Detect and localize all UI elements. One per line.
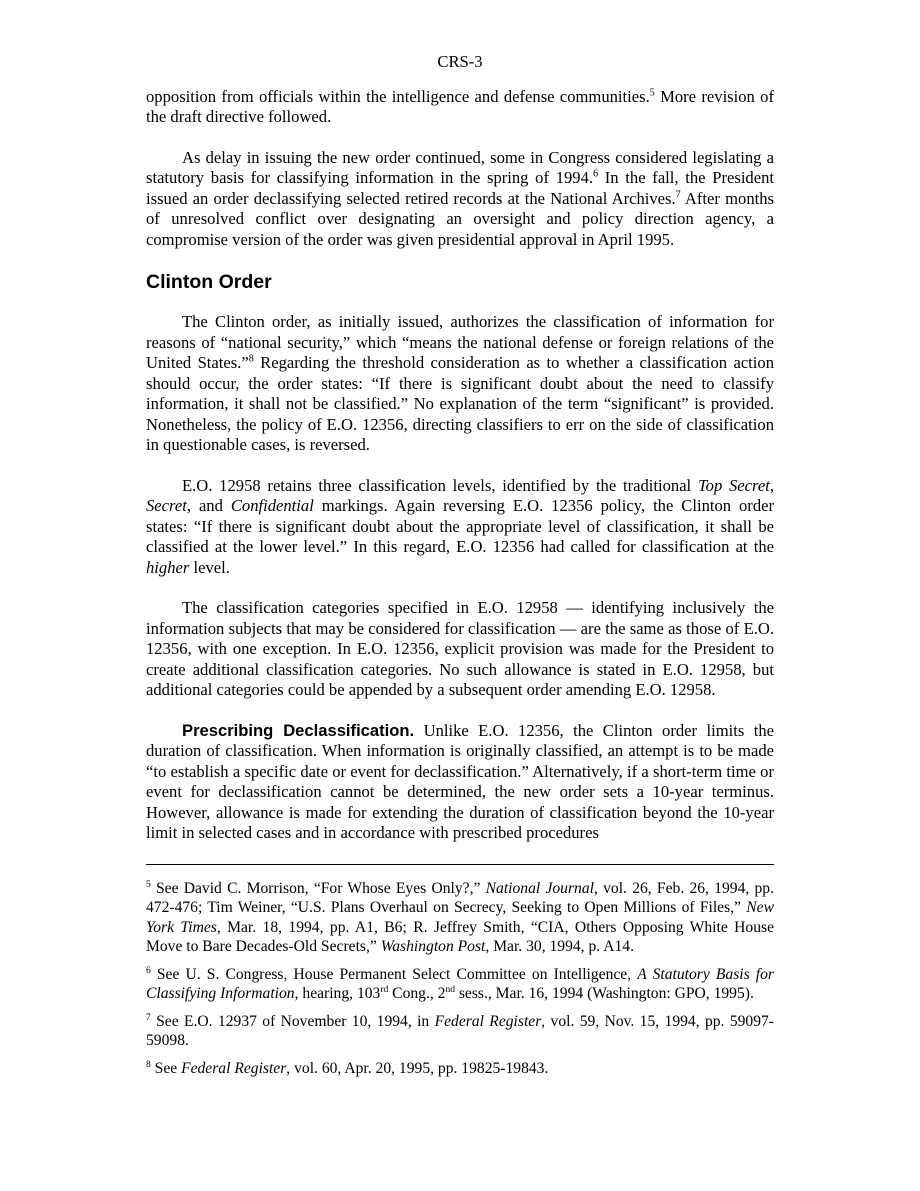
- ordinal-suffix: nd: [445, 984, 455, 995]
- text: opposition from officials within the intelligence and defense communities.: [146, 86, 650, 106]
- italic-term: Secret: [146, 496, 187, 515]
- italic-title: A Statutory Basis for Classifying Information: [146, 965, 774, 1002]
- text: E.O. 12958 retains three classification levels, identified by the traditional: [182, 475, 698, 495]
- text: level.: [189, 557, 230, 577]
- paragraph-2: [146, 148, 774, 251]
- text: See U. S. Congress, House Permanent Select Committee on Intelligence,: [150, 965, 638, 983]
- italic-term: Confidential: [230, 496, 314, 515]
- text: See: [150, 1059, 182, 1077]
- footnote-number: 7: [146, 1012, 151, 1023]
- footnote-ref-6[interactable]: 6: [593, 168, 599, 180]
- footnote-7: [146, 1012, 774, 1051]
- text: , Mar. 30, 1994, p. A14.: [485, 938, 634, 955]
- paragraph-6: [146, 721, 774, 844]
- text: Regarding the threshold consideration as to whether a classification action should occur, the order states: “If there is significant doubt about the need to classify information, it shall not be classified.” No explanation of the term “significant” is provided. Nonetheless, the policy of E.O. 12356, directing classifiers to err on the side of classification in questionable cases, is reversed.: [146, 353, 774, 454]
- italic-term: higher: [146, 557, 190, 577]
- paragraph-1: [146, 87, 774, 128]
- text: As delay in issuing the new order continued, some in Congress considered legislating a statutory basis for classifying information in the spring of 1994.: [146, 147, 774, 187]
- footnote-number: 8: [146, 1059, 151, 1070]
- footnote-5: [146, 879, 774, 957]
- document-page: [146, 52, 774, 1086]
- footnote-ref-8[interactable]: 8: [248, 353, 254, 365]
- text: See E.O. 12937 of November 10, 1994, in: [150, 1012, 435, 1030]
- text: In the fall, the President issued an order declassifying selected retired records at the National Archives.: [146, 168, 774, 208]
- ordinal-suffix: rd: [380, 984, 389, 995]
- footnotes: [146, 879, 774, 1079]
- paragraph-3: [146, 312, 774, 456]
- italic-title: Washington Post: [380, 938, 486, 955]
- section-heading: Clinton Order: [146, 271, 272, 293]
- footnote-ref-7[interactable]: 7: [675, 188, 681, 200]
- footnote-separator: [146, 864, 774, 865]
- text: markings. Again reversing E.O. 12356 policy, the Clinton order states: “If there is significant doubt about the appropriate level of classification, it shall be classified at the lower level.” In this regard, E.O. 12356 had called for classification at the: [146, 496, 775, 556]
- footnote-number: 6: [146, 965, 151, 976]
- page-header: CRS-3: [437, 52, 483, 71]
- text: sess., Mar. 16, 1994 (Washington: GPO, 1995).: [454, 985, 754, 1002]
- italic-title: National Journal: [485, 879, 594, 897]
- text: , vol. 60, Apr. 20, 1995, pp. 19825-19843.: [286, 1059, 549, 1077]
- text: , hearing, 103: [294, 985, 381, 1002]
- italic-title: Federal Register: [181, 1059, 287, 1077]
- text: Unlike E.O. 12356, the Clinton order limits the duration of classification. When information is originally classified, an attempt is to be made “to establish a specific date or event for declassification.” Alternatively, if a short-term time or event for declassification cannot be determined, the new order sets a 10-year terminus. However, allowance is made for extending the duration of classification beyond the 10-year limit in selected cases and in accordance with prescribed procedures: [146, 720, 774, 842]
- paragraph-4: [146, 476, 774, 579]
- text: , vol. 59, Nov. 15, 1994, pp. 59097-59098.: [146, 1012, 774, 1049]
- italic-title: Federal Register: [434, 1012, 542, 1030]
- text: Cong., 2: [388, 985, 446, 1002]
- text: See David C. Morrison, “For Whose Eyes Only?,”: [150, 879, 486, 897]
- text: , and: [186, 496, 231, 515]
- footnote-6: [146, 965, 774, 1004]
- italic-term: Top Secret: [697, 475, 770, 495]
- footnote-number: 5: [146, 879, 151, 890]
- footnote-ref-5[interactable]: 5: [649, 86, 655, 98]
- text: After months of unresolved conflict over designating an oversight and policy direction agency, a compromise version of the order was given presidential approval in April 1995.: [146, 188, 774, 249]
- paragraph-5: The classification categories specified in E.O. 12958 — identifying inclusively the information subjects that may be considered for classification — are the same as those of E.O. 12356, with one exception. In E.O. 12356, explicit provision was made for the President to create additional classification categories. No such allowance is stated in E.O. 12958, but additional categories could be appended by a subsequent order amending E.O. 12958.: [146, 598, 774, 699]
- text: ,: [769, 475, 774, 495]
- text: , Mar. 18, 1994, pp. A1, B6; R. Jeffrey Smith, “CIA, Others Opposing White House Move to Bare Decades-Old Secrets,”: [146, 918, 774, 955]
- italic-title: New York Times: [146, 899, 774, 936]
- text: The Clinton order, as initially issued, authorizes the classification of information for reasons of “national security,” which “means the national defense or foreign relations of the United States.”: [146, 312, 774, 372]
- runin-heading: Prescribing Declassification.: [182, 720, 415, 740]
- footnote-8: [146, 1059, 774, 1079]
- text: , vol. 26, Feb. 26, 1994, pp. 472-476; Tim Weiner, “U.S. Plans Overhaul on Secrecy, Seeking to Open Millions of Files,”: [146, 879, 775, 916]
- text: More revision of the draft directive followed.: [146, 86, 775, 126]
